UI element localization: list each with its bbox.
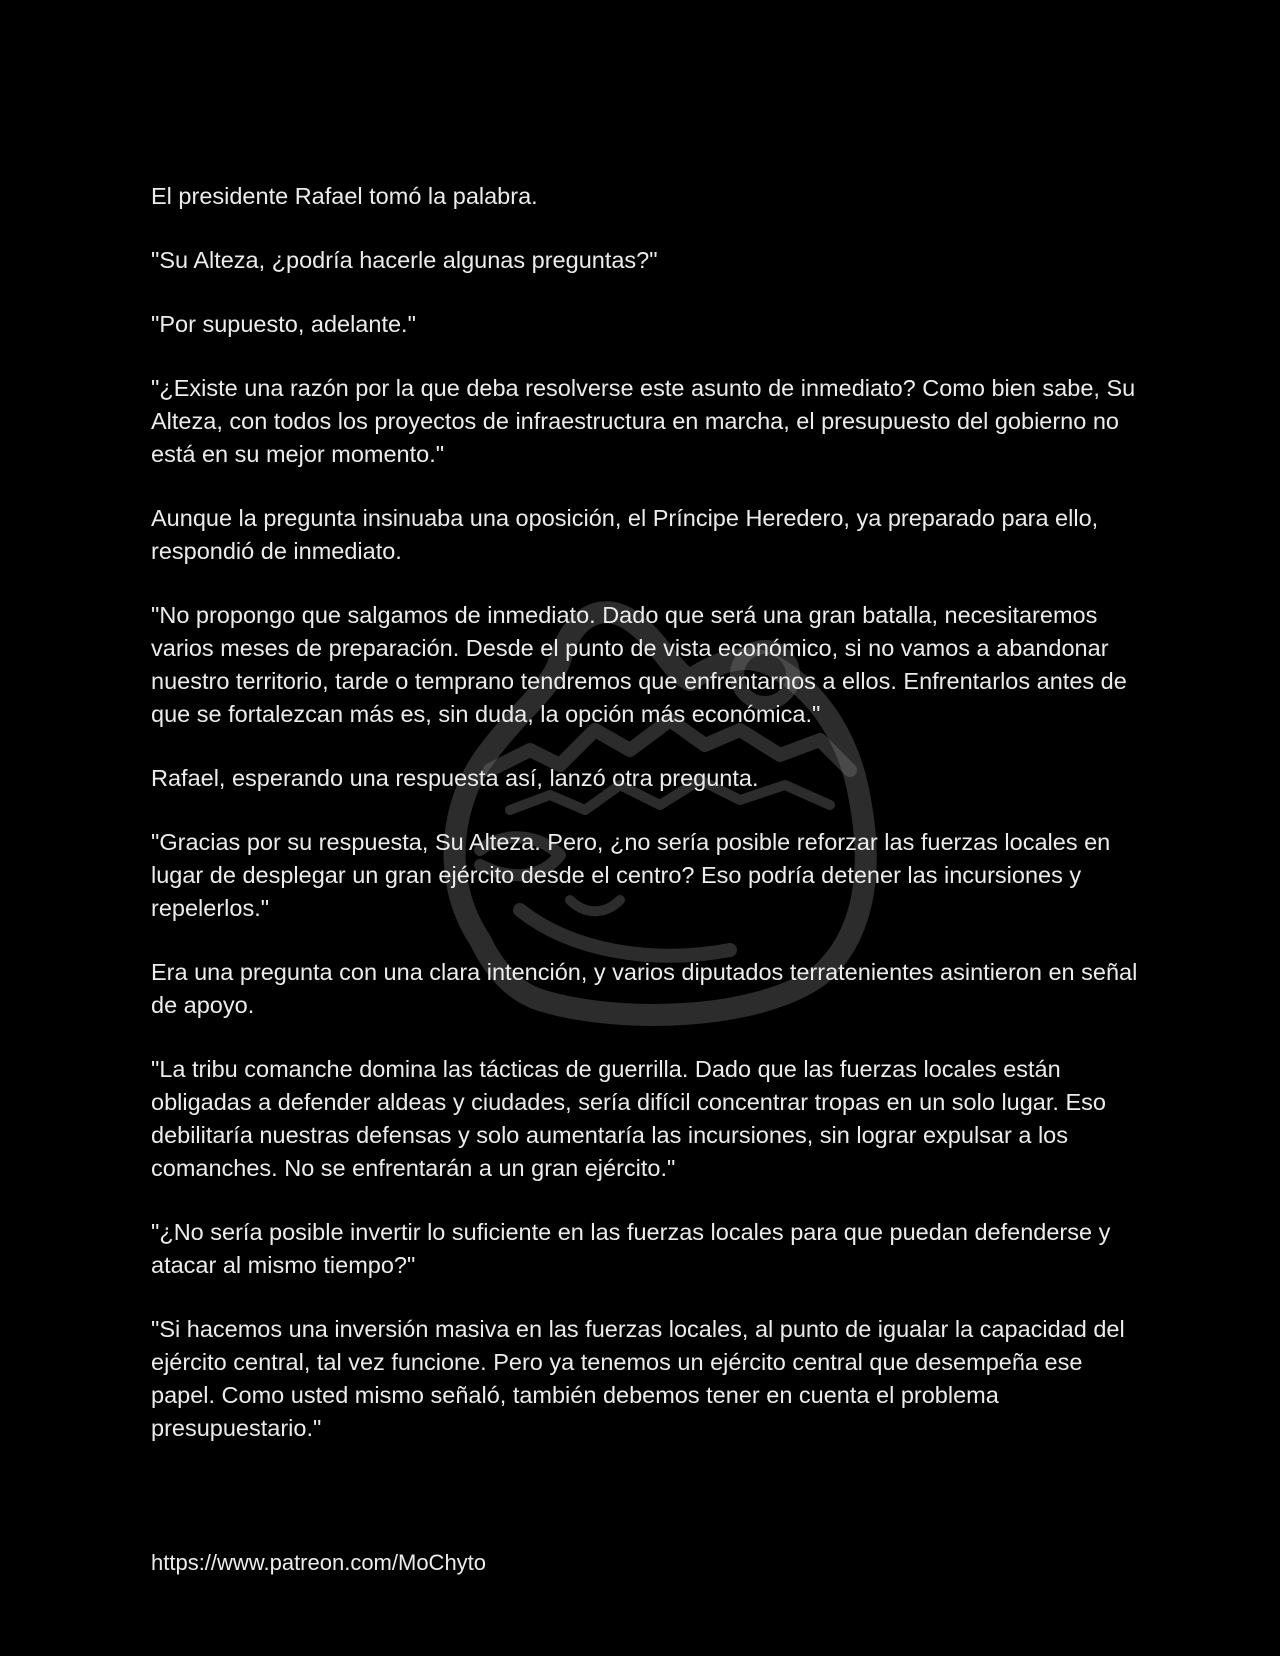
paragraph: "No propongo que salgamos de inmediato. Dado que será una gran batalla, necesitaremos varios meses de preparación. Desde el punto de vista económico, si no vamos a abandonar nuestro territorio, tarde o temprano tendremos que enfrentarnos a ellos. Enfrentarlos antes de que se fortalezcan más es, sin duda, la opción más económica." — [151, 602, 1127, 727]
paragraph: "Si hacemos una inversión masiva en las fuerzas locales, al punto de igualar la capacidad del ejército central, tal vez funcione. Pero ya tenemos un ejército central que desempeña ese papel. Como usted mismo señaló, también debemos tener en cuenta el problema presupuestario." — [151, 1316, 1125, 1441]
paragraph: Rafael, esperando una respuesta así, lanzó otra pregunta. — [151, 765, 759, 791]
paragraph: "¿Existe una razón por la que deba resolverse este asunto de inmediato? Como bien sabe, Su Alteza, con todos los proyectos de infraestructura en marcha, el presupuesto del gobierno no está en su mejor momento." — [151, 375, 1136, 467]
paragraph: "La tribu comanche domina las tácticas de guerrilla. Dado que las fuerzas locales están obligadas a defender aldeas y ciudades, sería difícil concentrar tropas en un solo lugar. Eso debilitaría nuestras defensas y solo aumentaría las incursiones, sin lograr expulsar a los comanches. No se enfrentarán a un gran ejército." — [151, 1056, 1106, 1181]
patreon-link[interactable]: https://www.patreon.com/MoChyto — [151, 1550, 487, 1575]
paragraph: "Su Alteza, ¿podría hacerle algunas preguntas?" — [151, 247, 658, 273]
paragraph: "Gracias por su respuesta, Su Alteza. Pero, ¿no sería posible reforzar las fuerzas locales en lugar de desplegar un gran ejército desde el centro? Eso podría detener las incursiones y repelerlos." — [151, 829, 1111, 921]
paragraph: El presidente Rafael tomó la palabra. — [151, 183, 538, 209]
paragraph: Aunque la pregunta insinuaba una oposición, el Príncipe Heredero, ya preparado para ello, respondió de inmediato. — [151, 505, 1099, 564]
chapter-text — [151, 180, 1141, 1476]
paragraph: "Por supuesto, adelante." — [151, 311, 416, 337]
paragraph: "¿No sería posible invertir lo suficiente en las fuerzas locales para que puedan defenderse y atacar al mismo tiempo?" — [151, 1219, 1111, 1278]
paragraph: Era una pregunta con una clara intención, y varios diputados terratenientes asintieron en señal de apoyo. — [151, 959, 1138, 1018]
